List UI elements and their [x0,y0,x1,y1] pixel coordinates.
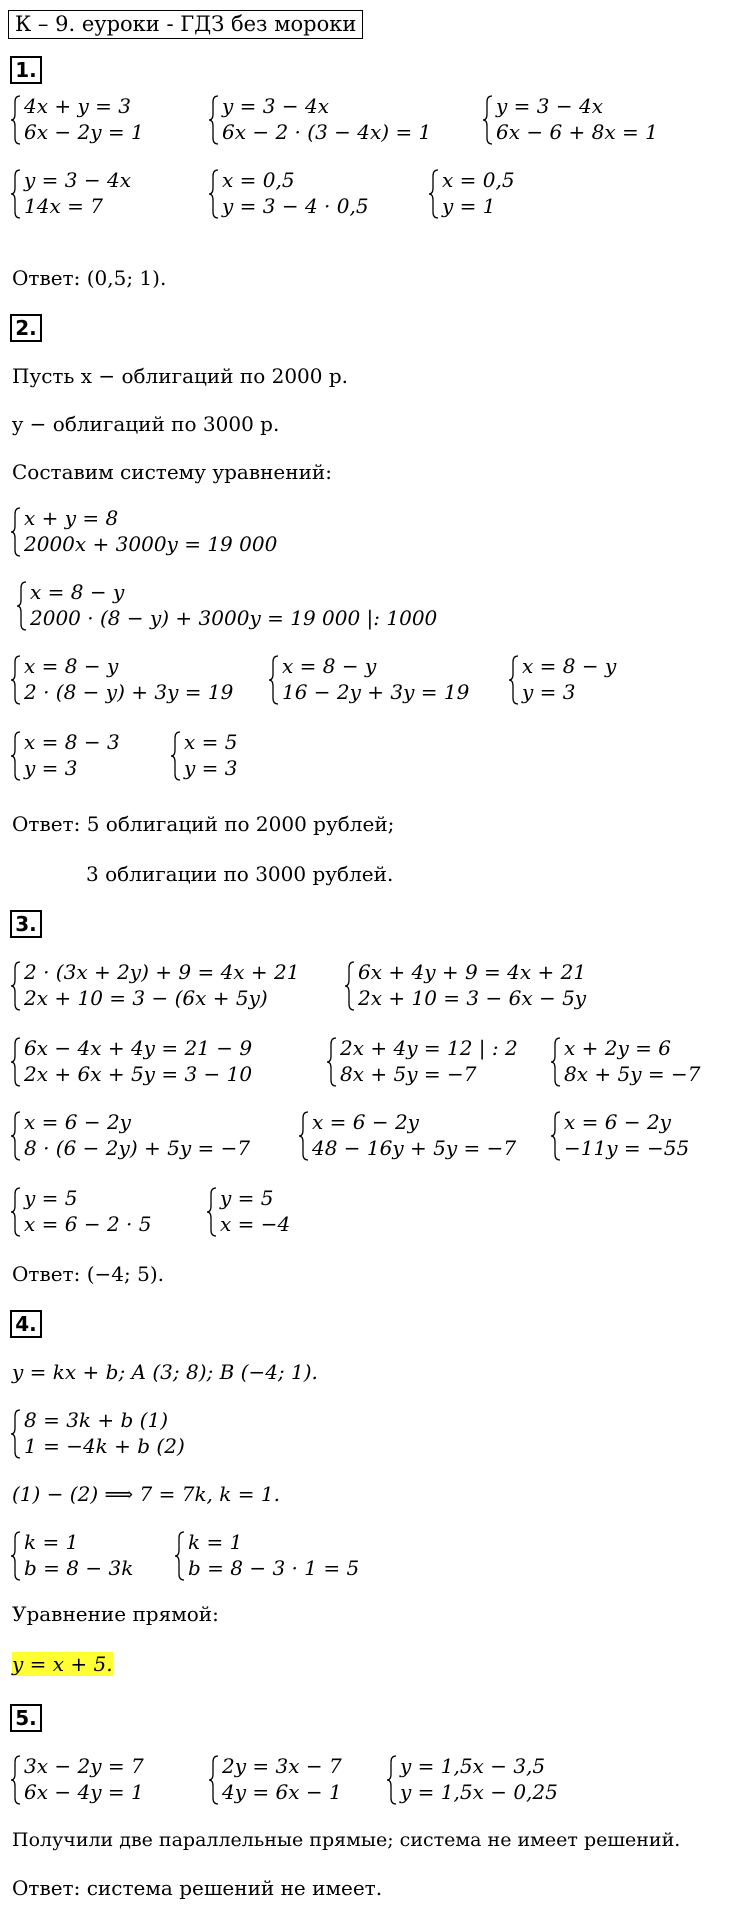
equation: y = 3 − 4x [222,94,329,118]
equation: 2000x + 3000y = 19 000 [24,532,278,556]
equation: x = 8 − y [24,654,119,678]
brace-icon [550,1110,562,1162]
brace-icon [10,1110,22,1162]
brace-icon [344,960,356,1012]
brace-icon [10,1186,22,1238]
brace-icon [10,1408,22,1460]
brace-icon [10,506,22,558]
task-4-line-1: y = kx + b; A (3; 8); B (−4; 1). [12,1360,318,1384]
equation: 48 − 16y + 5y = −7 [312,1136,517,1160]
task-2-answer-1: Ответ: 5 облигаций по 2000 рублей; [12,812,395,836]
equation: 6x − 6 + 8x = 1 [496,120,658,144]
task-5-answer: Ответ: система решений не имеет. [12,1876,383,1900]
equation: 4y = 6x − 1 [222,1780,342,1804]
equation: 8x + 5y = −7 [564,1062,701,1086]
equation: y = 1,5x − 0,25 [400,1780,558,1804]
brace-icon [268,654,280,706]
brace-icon [482,94,494,146]
brace-icon [208,1754,220,1806]
brace-icon [508,654,520,706]
equation: 3x − 2y = 7 [24,1754,144,1778]
equation: x = 6 − 2y [24,1110,131,1134]
equation: k = 1 [24,1530,79,1554]
equation: k = 1 [188,1530,243,1554]
task-2-text-1: Пусть x − облигаций по 2000 р. [12,364,349,388]
equation: 1 = −4k + b (2) [24,1434,185,1458]
task-4-text: Уравнение прямой: [12,1602,219,1626]
equation: x = 5 [184,730,238,754]
equation: 8 = 3k + b (1) [24,1408,169,1432]
task-4-line-2: (1) − (2) ⟹ 7 = 7k, k = 1. [12,1482,280,1506]
brace-icon [298,1110,310,1162]
equation: 2000 · (8 − y) + 3000y = 19 000 |: 1000 [30,606,438,630]
equation: 2 · (8 − y) + 3y = 19 [24,680,234,704]
equation: x = 8 − y [522,654,617,678]
brace-icon [10,730,22,782]
equation: y = 5 [24,1186,78,1210]
equation: 6x − 4y = 1 [24,1780,144,1804]
brace-icon [386,1754,398,1806]
task-2-number: 2. [10,314,42,342]
task-2-text-2: y − облигаций по 3000 р. [12,412,280,436]
equation: y = 3 − 4x [24,168,131,192]
equation: x = 6 − 2y [564,1110,671,1134]
brace-icon [428,168,440,220]
brace-icon [10,1530,22,1582]
equation: 14x = 7 [24,194,103,218]
equation: 8 · (6 − 2y) + 5y = −7 [24,1136,251,1160]
equation: x = 0,5 [222,168,295,192]
equation: x = −4 [220,1212,291,1236]
equation: x + 2y = 6 [564,1036,671,1060]
equation: 6x − 4x + 4y = 21 − 9 [24,1036,253,1060]
equation: 6x + 4y + 9 = 4x + 21 [358,960,587,984]
page-header: К – 9. еуроки - ГДЗ без мороки [8,10,363,39]
equation: 2y = 3x − 7 [222,1754,342,1778]
task-2-answer-2: 3 облигации по 3000 рублей. [86,862,394,886]
equation: 2x + 10 = 3 − 6x − 5y [358,986,587,1010]
brace-icon [10,168,22,220]
equation: 2x + 6x + 5y = 3 − 10 [24,1062,253,1086]
brace-icon [10,654,22,706]
task-4-result-highlight: y = x + 5. [12,1652,113,1676]
task-1-answer: Ответ: (0,5; 1). [12,266,167,290]
equation: x = 0,5 [442,168,515,192]
equation: b = 8 − 3 · 1 = 5 [188,1556,360,1580]
brace-icon [206,1186,218,1238]
brace-icon [326,1036,338,1088]
task-5-text: Получили две параллельные прямые; система не имеет решений. [12,1829,681,1851]
equation: x = 6 − 2 · 5 [24,1212,152,1236]
equation: 4x + y = 3 [24,94,131,118]
equation: y = 3 − 4 · 0,5 [222,194,369,218]
equation: 16 − 2y + 3y = 19 [282,680,470,704]
equation: y = 1,5x − 3,5 [400,1754,546,1778]
brace-icon [10,1754,22,1806]
equation: 6x − 2 · (3 − 4x) = 1 [222,120,432,144]
brace-icon [170,730,182,782]
equation: 8x + 5y = −7 [340,1062,477,1086]
equation: x = 8 − y [282,654,377,678]
brace-icon [16,580,28,632]
task-2-text-3: Составим систему уравнений: [12,460,332,484]
task-5-number: 5. [10,1704,42,1732]
equation: x = 6 − 2y [312,1110,419,1134]
task-1-number: 1. [10,56,42,84]
equation: x = 8 − y [30,580,125,604]
equation: y = 3 [522,680,576,704]
equation: −11y = −55 [564,1136,690,1160]
brace-icon [10,960,22,1012]
equation: 6x − 2y = 1 [24,120,144,144]
equation: 2 · (3x + 2y) + 9 = 4x + 21 [24,960,300,984]
equation: x + y = 8 [24,506,119,530]
equation: x = 8 − 3 [24,730,120,754]
brace-icon [174,1530,186,1582]
equation: b = 8 − 3k [24,1556,134,1580]
task-3-answer: Ответ: (−4; 5). [12,1262,164,1286]
task-4-number: 4. [10,1310,42,1338]
brace-icon [10,94,22,146]
brace-icon [208,94,220,146]
equation: 2x + 4y = 12 | : 2 [340,1036,518,1060]
equation: y = 1 [442,194,496,218]
task-3-number: 3. [10,910,42,938]
equation: y = 3 [24,756,78,780]
equation: y = 3 [184,756,238,780]
equation: y = 5 [220,1186,274,1210]
brace-icon [550,1036,562,1088]
equation: y = 3 − 4x [496,94,603,118]
brace-icon [10,1036,22,1088]
brace-icon [208,168,220,220]
equation: 2x + 10 = 3 − (6x + 5y) [24,986,268,1010]
